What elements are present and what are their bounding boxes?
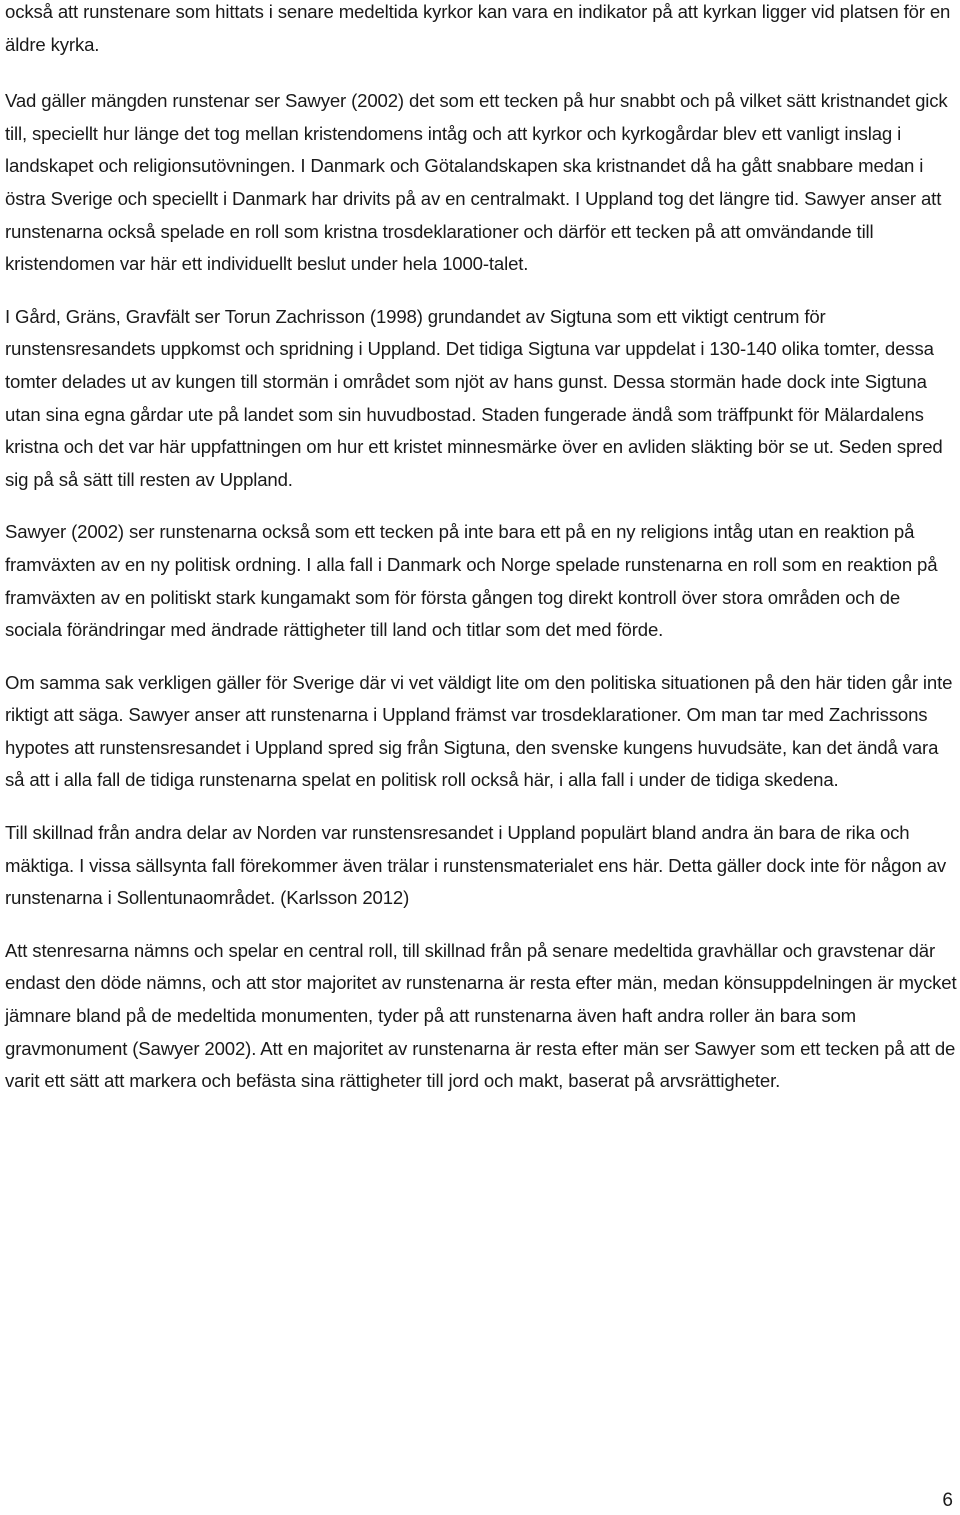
paragraph-sweden-situation: Om samma sak verkligen gäller för Sverige där vi vet väldigt lite om den politiska situationen på den här tiden går inte riktigt att säga. Sawyer anser att runstenarna i Uppland främst var trosdeklarationer. Om man tar med Zachrissons hypotes att runstensresandet i Uppland spred sig från Sigtuna, den svenske kungens huvudsäte, kan det ändå vara så att i alla fall de tidiga runstenarna spelat en politisk roll också här, i alla fall i under de tidiga skedena. [5, 671, 953, 791]
paragraph-zachrisson-sigtuna: I Gård, Gräns, Gravfält ser Torun Zachrisson (1998) grundandet av Sigtuna som ett viktigt centrum för runstensresandets uppkomst och spridning i Uppland. Det tidiga Sigtuna var uppdelat i 130-140 olika tomter, dessa tomter delades ut av kungen till stormän i området som njöt av hans gunst. Dessa stormän hade dock inte Sigtuna utan sina egna gårdar ute på landet som sin huvudbostad. Staden fungerade ändå som träffpunkt för Mälardalens kristna och det var här uppfattningen om hur ett kristet minnesmärke över en avliden släkting bör se ut. Seden spred sig på så sätt till resten av Uppland. [5, 305, 943, 490]
paragraph-stone-raisers: Att stenresarna nämns och spelar en central roll, till skillnad från på senare medeltida gravhällar och gravstenar där endast den döde nämns, och att stor majoritet av runstenarna är resta efter män, medan könsuppdelningen är mycket jämnare bland på de medeltida monumenten, tyder på att runstenarna även haft andra roller än bara som gravmonument (Sawyer 2002). Att en majoritet av runstenarna är resta efter män ser Sawyer som ett tecken på att de varit ett sätt att markera och befästa sina rättigheter till jord och makt, baserat på arvsrättigheter. [5, 939, 957, 1092]
paragraph-political-order: Sawyer (2002) ser runstenarna också som ett tecken på inte bara ett på en ny religions intåg utan en reaktion på framväxten av en ny politisk ordning. I alla fall i Danmark och Norge spelade runstenarna en roll som en reaktion på framväxten av en politiskt stark kungamakt som för första gången tog direkt kontroll över stora områden och de sociala förändringar med ändrade rättigheter till land och titlar som det med förde. [5, 521, 938, 641]
paragraph-continued: också att runstenare som hittats i senare medeltida kyrkor kan vara en indikator på att kyrkan ligger vid platsen för en äldre kyrka. [5, 1, 951, 55]
page-number: 6 [942, 1490, 953, 1511]
paragraph-uppland-popularity: Till skillnad från andra delar av Norden var runstensresandet i Uppland populärt bland andra än bara de rika och mäktiga. I vissa sällsynta fall förekommer även trälar i runstensmaterialet ens här. Detta gäller dock inte för någon av runstenarna i Sollentunaområdet. (Karlsson 2012) [5, 822, 947, 909]
paragraph-sawyer-runstone-quantity: Vad gäller mängden runstenar ser Sawyer (2002) det som ett tecken på hur snabbt och på vilket sätt kristnandet gick till, speciellt hur länge det tog mellan kristendomens intåg och att kyrkor och kyrkogårdar blev ett vanligt inslag i landskapet och religionsutövningen. I Danmark och Götalandskapen ska kristnandet då ha gått snabbare medan i östra Sverige och speciellt i Danmark har drivits på av en centralmakt. I Uppland tog det längre tid. Sawyer anser att runstenarna också spelade en roll som kristna trosdeklarationer och därför ett tecken på att omvändande till kristendomen var här ett individuellt beslut under hela 1000-talet. [5, 90, 948, 275]
document-body [5, 0, 957, 1098]
